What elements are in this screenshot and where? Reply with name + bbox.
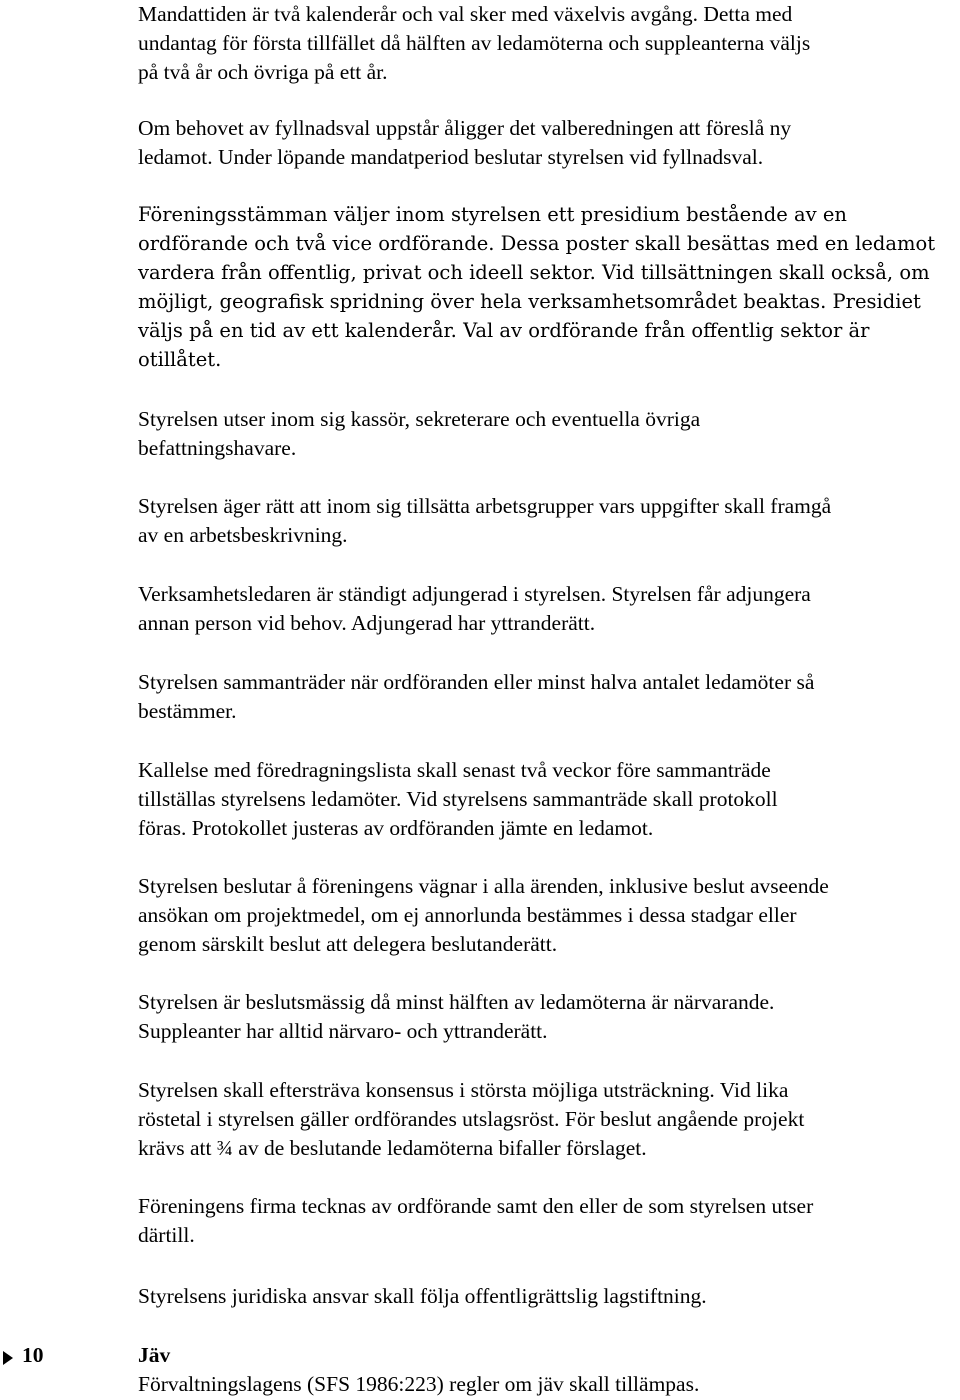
- paragraph-mandate-period: Mandattiden är två kalenderår och val sker med växelvis avgång. Detta med undantag för första tillfället då hälften av ledamöterna och suppleanterna väljs på två år och övriga på ett år.: [138, 2, 811, 84]
- paragraph-meetings: Styrelsen sammanträder när ordföranden eller minst halva antalet ledamöter så bestämmer.: [138, 670, 815, 723]
- section-heading-row: [0, 1340, 960, 1400]
- paragraph-decisions: Styrelsen beslutar å föreningens vägnar i alla ärenden, inklusive beslut avseende ansökan om projektmedel, om ej annorlunda bestämmes i dessa stadgar eller genom särskilt beslut att delegera beslutanderätt.: [138, 874, 829, 956]
- paragraph-officers: Styrelsen utser inom sig kassör, sekreterare och eventuella övriga befattningshavare.: [138, 407, 701, 460]
- paragraph-legal-responsibility: Styrelsens juridiska ansvar skall följa offentligrättslig lagstiftning.: [138, 1284, 707, 1308]
- paragraph-working-groups: Styrelsen äger rätt att inom sig tillsätta arbetsgrupper vars uppgifter skall framgå av en arbetsbeskrivning.: [138, 494, 832, 547]
- paragraph-presidium: Föreningsstämman väljer inom styrelsen ett presidium bestående av en ordförande och två vice ordförande. Dessa poster skall besättas med en ledamot vardera från offentlig, privat och ideell sektor. Vid tillsättningen skall också, om möjligt, geografisk spridning över hela verksamhetsområdet beaktas. Presidiet väljs på en tid av ett kalenderår. Val av ordförande från offentlig sektor är otillåtet.: [138, 203, 936, 371]
- paragraph-quorum: Styrelsen är beslutsmässig då minst hälften av ledamöterna är närvarande. Suppleanter har alltid närvaro- och yttranderätt.: [138, 990, 775, 1043]
- section-number: 10: [22, 1343, 44, 1367]
- paragraph-operations-manager: Verksamhetsledaren är ständigt adjungerad i styrelsen. Styrelsen får adjungera annan person vid behov. Adjungerad har yttranderätt.: [138, 582, 811, 635]
- paragraph-consensus: Styrelsen skall eftersträva konsensus i största möjliga utsträckning. Vid lika röstetal i styrelsen gäller ordförandes utslagsröst. För beslut angående projekt krävs att ¾ av de beslutande ledamöterna bifaller förslaget.: [138, 1078, 805, 1160]
- arrow-right-icon: [3, 1351, 13, 1365]
- section-body-text: Förvaltningslagens (SFS 1986:223) regler om jäv skall tillämpas.: [138, 1372, 700, 1396]
- section-title: Jäv: [138, 1343, 171, 1367]
- paragraph-notice: Kallelse med föredragningslista skall senast två veckor före sammanträde tillställas styrelsens ledamöter. Vid styrelsens sammanträde skall protokoll föras. Protokollet justeras av ordföranden jämte en ledamot.: [138, 758, 778, 840]
- paragraph-by-election: Om behovet av fyllnadsval uppstår åligger det valberedningen att föreslå ny ledamot. Under löpande mandatperiod beslutar styrelsen vid fyllnadsval.: [138, 116, 792, 169]
- paragraph-signatory: Föreningens firma tecknas av ordförande samt den eller de som styrelsen utser därtill.: [138, 1194, 814, 1247]
